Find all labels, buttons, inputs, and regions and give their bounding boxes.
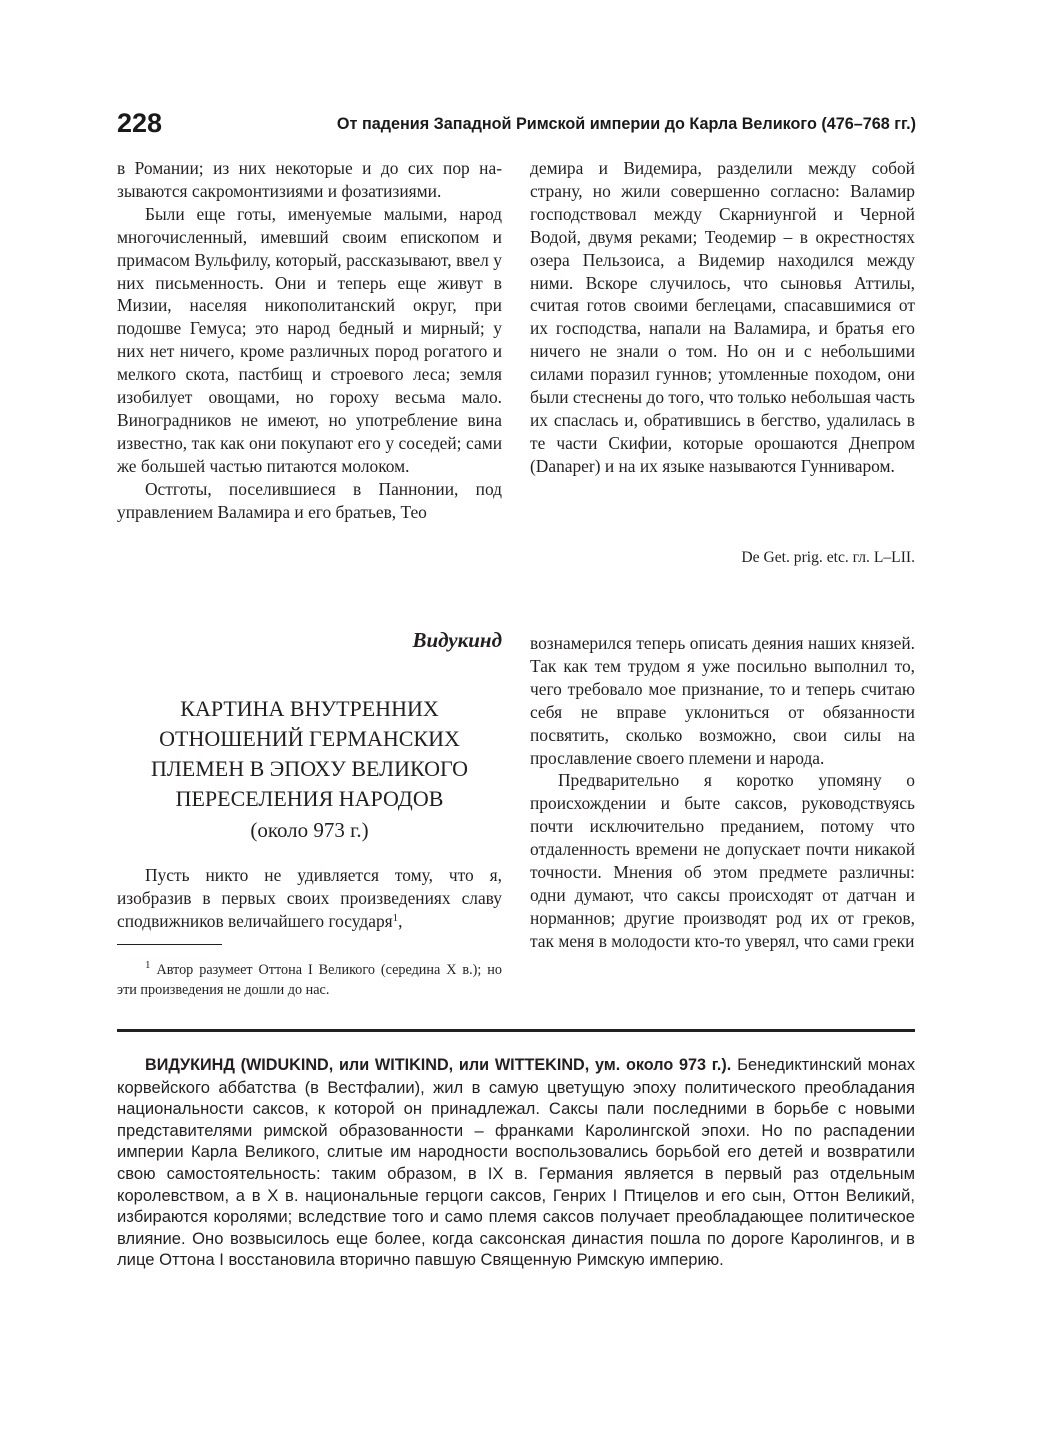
footnote-marker[interactable]: 1: [392, 911, 399, 924]
biography-text: [117, 1054, 915, 1271]
footnote-number: 1: [145, 959, 151, 971]
paragraph-text: Пусть никто не удивляется тому, что я, изобразив в первых своих произведениях славу сподвижников величайшего государя: [117, 865, 502, 931]
paragraph: демира и Видемира, разделили между собой страну, но жили совершенно согласно: Валамир господствовал между Скарниунгой и Черной Водой, двумя реками; Теодемир – в окрестностях озера Пельзоиса, а Видемир находился между ними. Вскоре случилось, что сыновья Аттилы, считая готов своими беглецами, спасавшимися от их господства, напали на Валамира, и братья его ничего не знали о том. Но он и с небольшими силами поразил гуннов; утомленные походом, они были стеснены до того, что только небольшая часть их спаслась и, обратившись в бегство, удалилась в те части Скифии, которые орошаются Днепром (Danaper) и на их языке называются Гунниваром.: [530, 158, 915, 476]
punctuation: ,: [398, 910, 403, 931]
page-number: 228: [117, 108, 163, 138]
title-line: КАРТИНА ВНУТРЕННИХ: [180, 696, 439, 721]
section-divider: [117, 1029, 915, 1032]
title-line: ПЕРЕСЕЛЕНИЯ НАРОДОВ: [175, 786, 444, 811]
author-biography: [117, 1054, 915, 1271]
lower-right-column: [530, 632, 915, 953]
running-head: От падения Западной Римской империи до Карла Великого (476–768 гг.): [336, 115, 916, 133]
paragraph: [117, 864, 502, 933]
article-title: [117, 694, 502, 814]
paragraph: Остготы, поселившиеся в Паннонии, под управлением Валамира и его братьев, Тео: [117, 478, 502, 522]
paragraph: вознамерился теперь описать деяния наших князей. Так как тем трудом я уже посильно выполнил то, чего требовало мое признание, то и теперь считаю себя не вправе уклониться от обязанности посвятить, сколько возможно, свои силы на прославление своего племени и народа.: [530, 633, 915, 768]
paragraph: Были еще готы, именуемые малыми, народ многочисленный, имевший своим епископом и примасом Вульфилу, который, рассказывают, ввел у них письменность. Они и теперь еще живут в Мизии, населяя никополитанский округ, при подошве Гемуса; это народ бедный и мирный; у них нет ничего, кроме различных пород рогатого и мелкого скота, пастбищ и строевого леса; земля изобилует овощами, но гороху весьма мало. Виноградников не имеют, но употребление вина известно, так как они покупают его у соседей; сами же большей частью питаются молоком.: [117, 203, 502, 476]
upper-left-column: [117, 157, 502, 524]
title-line: ОТНОШЕНИЙ ГЕРМАНСКИХ: [159, 726, 460, 751]
upper-right-column: [530, 157, 915, 478]
source-reference: De Get. prig. etc. гл. L–LII.: [741, 549, 915, 566]
biography-heading: ВИДУКИНД (WIDUKIND, или WITIKIND, или WITTEKIND, ум. около 973 г.).: [145, 1056, 732, 1074]
footnote-divider: [117, 944, 222, 945]
lower-left-column: [117, 864, 502, 933]
paragraph: Предварительно я коротко упомяну о происхождении и быте саксов, руководствуясь почти исключительно преданием, потому что отдаленность времени не допускает почти никакой точности. Мнения об этом предмете различны: одни думают, что саксы происходят от датчан и норманнов; другие производят род их от греков, так меня в молодости кто-то уверял, что сами греки: [530, 770, 915, 951]
author-name: Видукинд: [412, 628, 502, 652]
biography-body: Бенедиктинский монах корвейского аббатства (в Вестфалии), жил в самую цветущую эпоху политического преобладания национальности саксов, к которой он принадлежал. Саксы пали последними в борьбе с новыми представителями римской образованности – франками Каролингской эпохи. Но по распадении империи Карла Великого, слитые им народности воспользовались борьбой его детей и возвратили свою самостоятельность: таким образом, в IX в. Германия является в первый раз отдельным королевством, а в X в. национальные герцоги саксов, Генрих I Птицелов и его сын, Оттон Великий, избираются королями; вследствие того и само племя саксов получает преобладающее политическое влияние. Оно возвысилось еще более, когда саксонская династия пошла по дороге Каролингов, и в лице Оттона I восстановила вторично павшую Священную Римскую империю.: [117, 1055, 915, 1270]
article-date: (около 973 г.): [250, 818, 369, 842]
paragraph: в Романии; из них некоторые и до сих пор называются сакромонтизиями и фозатизиями.: [117, 158, 502, 201]
title-line: ПЛЕМЕН В ЭПОХУ ВЕЛИКОГО: [150, 756, 469, 781]
footnote-body: Автор разумеет Оттона I Великого (середина X в.); но эти произведения не дошли до нас.: [117, 962, 502, 998]
footnote-text: [117, 960, 502, 1000]
footnote: [117, 960, 502, 1000]
